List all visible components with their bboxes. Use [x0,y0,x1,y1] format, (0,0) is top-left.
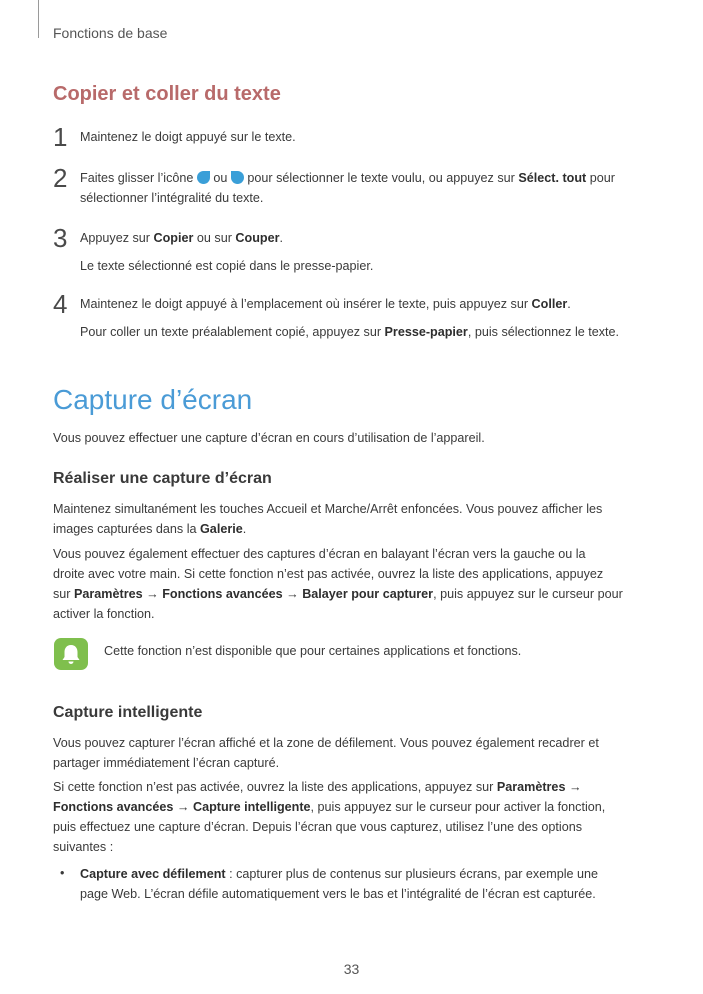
realiser-paragraph-1: Maintenez simultanément les touches Accueil et Marche/Arrêt enfoncées. Vous pouvez afficher les images capturées dans la Galerie. [53,502,603,536]
step-2-text: Faites glisser l’icône ou pour sélectionner le texte voulu, ou appuyez sur Sélect. tout pour sélectionner l’intégralité du texte. [80,171,615,205]
intelligente-paragraph-2: Si cette fonction n’est pas activée, ouvrez la liste des applications, appuyez sur Paramètres → Fonctions avancées → Capture intelligente, puis appuyez sur le curseur pour activer la fonction, puis effectuez une capture d’écran. Depuis l’écran que vous capturez, utilisez l’une des options suivantes : [53,780,606,854]
realiser-title: Réaliser une capture d’écran [53,470,272,487]
copy-section-title: Copier et coller du texte [53,83,281,105]
step-1-text: Maintenez le doigt appuyé sur le texte. [80,130,296,144]
capture-intro: Vous pouvez effectuer une capture d’écran en cours d’utilisation de l’appareil. [53,431,485,445]
capture-section-title: Capture d’écran [53,384,253,415]
step-number-2: 2 [53,163,68,193]
step-4-subtext: Pour coller un texte préalablement copié, appuyez sur Presse-papier, puis sélectionnez le texte. [80,325,620,339]
step-number-1: 1 [53,122,68,152]
note-text: Cette fonction n’est disponible que pour certaines applications et fonctions. [104,644,522,658]
bullet-marker: • [60,866,65,880]
intelligente-title: Capture intelligente [53,704,203,721]
page-number: 33 [343,961,360,977]
step-3-subtext: Le texte sélectionné est copié dans le presse-papier. [80,259,374,273]
step-3-text: Appuyez sur Copier ou sur Couper. [80,231,283,245]
step-4-text: Maintenez le doigt appuyé à l’emplacement où insérer le texte, puis appuyez sur Coller. [80,297,571,311]
section-header: Fonctions de base [53,25,168,41]
step-number-3: 3 [53,223,68,253]
note-bell-icon [54,638,88,670]
header-rule [38,0,39,38]
realiser-paragraph-2: Vous pouvez également effectuer des captures d’écran en balayant l’écran vers la gauche ou la droite avec votre main. Si cette fonction n’est pas activée, ouvrez la liste des applications, appuyez sur Paramètres → Fonctions avancées → Balayer pour capturer, puis appuyez sur le curseur pour activer la fonction. [53,547,623,621]
selection-handle-left-icon [197,171,210,184]
intelligente-paragraph-1: Vous pouvez capturer l’écran affiché et la zone de défilement. Vous pouvez également recadrer et partager immédiatement l’écran capturé. [53,736,599,770]
step-number-4: 4 [53,289,68,319]
bullet-capture-defilement: Capture avec défilement : capturer plus de contenus sur plusieurs écrans, par exemple une page Web. L’écran défile automatiquement vers le bas et l’intégralité de l’écran est capturée. [80,867,599,901]
bell-icon [54,638,88,670]
selection-handle-right-icon [231,171,244,184]
